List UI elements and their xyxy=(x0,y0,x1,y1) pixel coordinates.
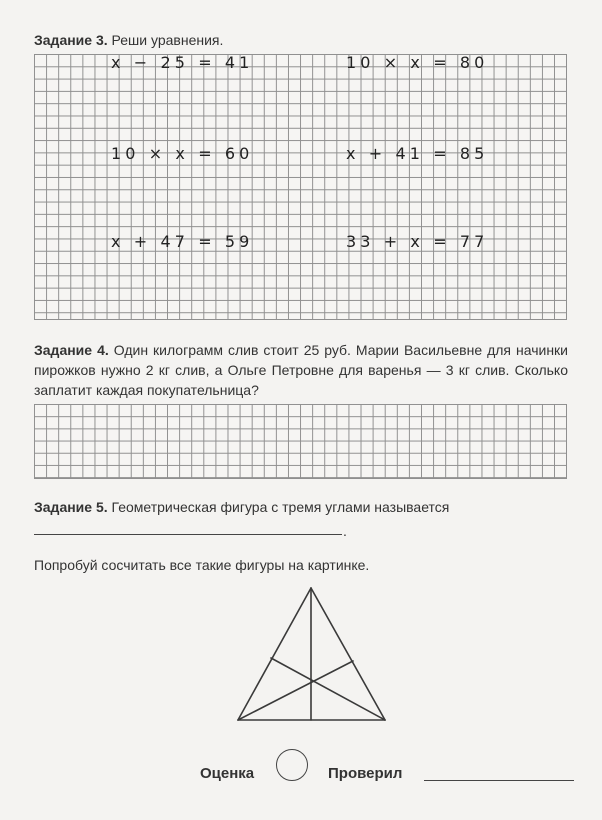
task3-answer-grid[interactable] xyxy=(34,54,567,320)
triangle-cevian-left xyxy=(238,661,353,720)
checked-signature-line[interactable] xyxy=(424,780,574,781)
triangle-figure xyxy=(230,582,395,727)
task3-heading xyxy=(34,31,223,49)
equation-6: 33 + x = 77 xyxy=(346,232,489,251)
checked-label: Проверил xyxy=(328,765,403,782)
task5-answer-line[interactable] xyxy=(34,534,342,535)
equation-3: 10 × x = 60 xyxy=(111,144,254,163)
task4-answer-grid[interactable] xyxy=(34,404,567,479)
task5-number: Задание 5. xyxy=(34,499,108,515)
task5-heading xyxy=(34,498,449,516)
task3-number: Задание 3. xyxy=(34,32,108,48)
equation-4: x + 41 = 85 xyxy=(346,144,489,163)
task5-prompt: Попробуй сосчитать все такие фигуры на картинке. xyxy=(34,557,370,573)
triangle-left-side xyxy=(238,588,311,720)
equation-5: x + 47 = 59 xyxy=(111,232,254,251)
equation-2: 10 × x = 80 xyxy=(346,53,489,72)
task4-paragraph xyxy=(34,340,568,400)
task5-line-end: . xyxy=(343,523,347,539)
grade-label: Оценка xyxy=(200,765,255,782)
equation-1: x − 25 = 41 xyxy=(111,53,254,72)
task4-text: Один килограмм слив стоит 25 руб. Марии Васильевне для начинки пирожков нужно 2 кг слив, а Ольге Петровне для варенья — 3 кг слив. Сколько заплатит каждая покупательница? xyxy=(34,342,568,398)
grade-circle[interactable] xyxy=(276,749,308,781)
task3-text: Реши уравнения. xyxy=(111,32,224,48)
task4-number: Задание 4. xyxy=(34,342,109,358)
task5-text: Геометрическая фигура с тремя углами называется xyxy=(111,499,450,515)
